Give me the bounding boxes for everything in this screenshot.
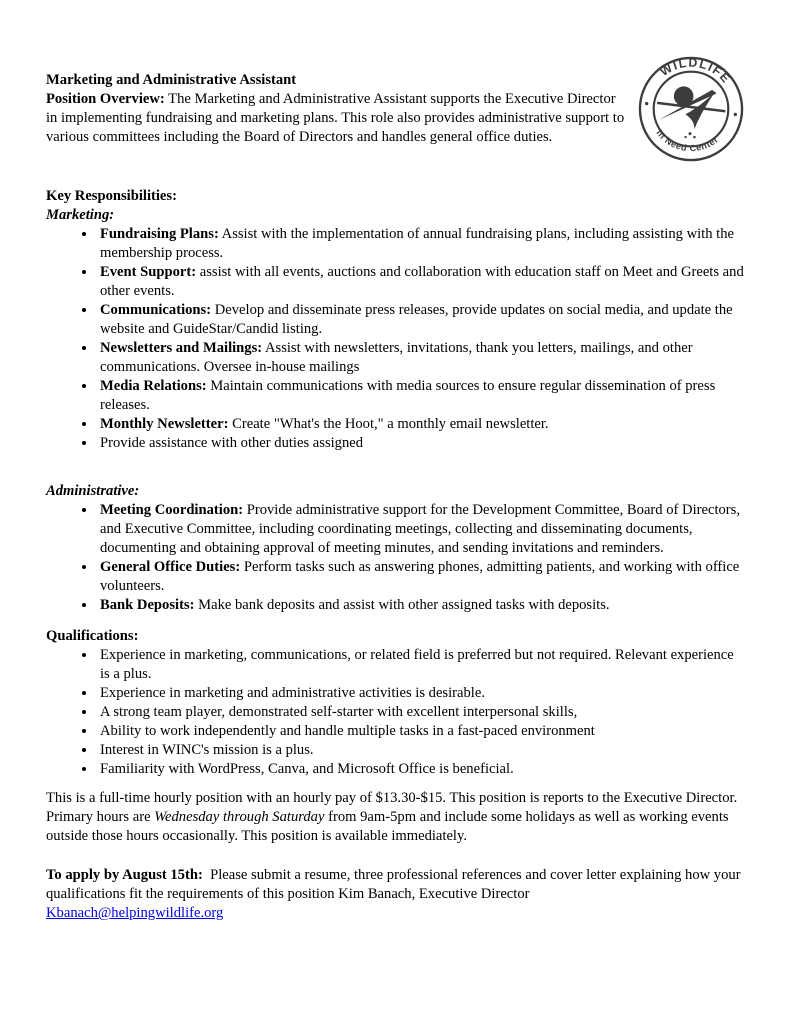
list-item: • Newsletters and Mailings: Assist with newsletters, invitations, thank you letters, mailings, and other communications. Oversee in-house mailings [97,339,745,377]
list-item: • Communications: Develop and disseminate press releases, provide updates on social media, and update the website and GuideStar/Candid listing. [97,301,745,339]
position-overview-label: Position Overview: [46,91,165,107]
qualifications-heading: Qualifications: [46,628,139,644]
document-header [46,55,745,154]
list-item: • Experience in marketing and administrative activities is desirable. [97,684,745,703]
logo-top-text: WILDLIFE [657,55,734,87]
apply-deadline-label: To apply by August 15th: [46,867,203,883]
administrative-list [46,501,745,615]
email-line [46,904,745,923]
list-item: • General Office Duties: Perform tasks such as answering phones, admitting patients, and working with office volunteers. [97,558,745,596]
list-item: • Experience in marketing, communications, or related field is preferred but not required. Relevant experience is a plus. [97,646,745,684]
list-item: • A strong team player, demonstrated self-starter with excellent interpersonal skills, [97,703,745,722]
schedule-emphasis: Wednesday through Saturday [154,809,325,825]
list-item: • Interest in WINC's mission is a plus. [97,741,745,760]
pay-paragraph: This is a full-time hourly position with an hourly pay of $13.30-$15. This position is reports to the Executive Director. Primary hours are Wednesday through Saturday from 9am-5pm and include some holidays as well as working events outside those hours occasionally. This position is available immediately. [46,790,738,844]
list-item: • Fundraising Plans: Assist with the implementation of annual fundraising plans, including assisting with the membership process. [97,225,745,263]
list-item: • Event Support: assist with all events, auctions and collaboration with education staff on Meet and Greets and other events. [97,263,745,301]
list-item: • Media Relations: Maintain communications with media sources to ensure regular dissemination of press releases. [97,377,745,415]
wildlife-in-need-center-logo [637,55,745,163]
apply-paragraph [46,866,745,904]
list-item: • Ability to work independently and handle multiple tasks in a fast-paced environment [97,722,745,741]
list-item: • Provide assistance with other duties assigned [97,434,745,453]
page-title: Marketing and Administrative Assistant [46,72,297,88]
administrative-heading: Administrative: [46,483,140,499]
list-item: • Meeting Coordination: Provide administrative support for the Development Committee, Board of Directors, and Executive Committee, including coordinating meetings, collecting and disseminating documents, documenting and obtaining approval of meeting minutes, and sending invitations and reminders. [97,501,745,558]
list-item: • Bank Deposits: Make bank deposits and assist with other assigned tasks with deposits. [97,596,745,615]
email-link[interactable]: Kbanach@helpingwildlife.org [46,905,224,921]
key-responsibilities-heading: Key Responsibilities: [46,188,177,204]
qualifications-list [46,646,745,779]
list-item: • Familiarity with WordPress, Canva, and Microsoft Office is beneficial. [97,760,745,779]
logo-seal-graphic [637,55,745,163]
logo-bottom-text: In Need Center [654,127,721,154]
list-item: • Monthly Newsletter: Create "What's the Hoot," a monthly email newsletter. [97,415,745,434]
marketing-list [46,225,745,453]
marketing-heading: Marketing: [46,207,115,223]
apply-instructions: Please submit a resume, three professional references and cover letter explaining how your qualifications fit the requirements of this position Kim Banach, Executive Director [46,867,741,902]
position-overview-text: The Marketing and Administrative Assistant supports the Executive Director in implementing fundraising and marketing plans. This role also provides administrative support to various committees including the Board of Directors and handles general office duties. [46,91,625,145]
